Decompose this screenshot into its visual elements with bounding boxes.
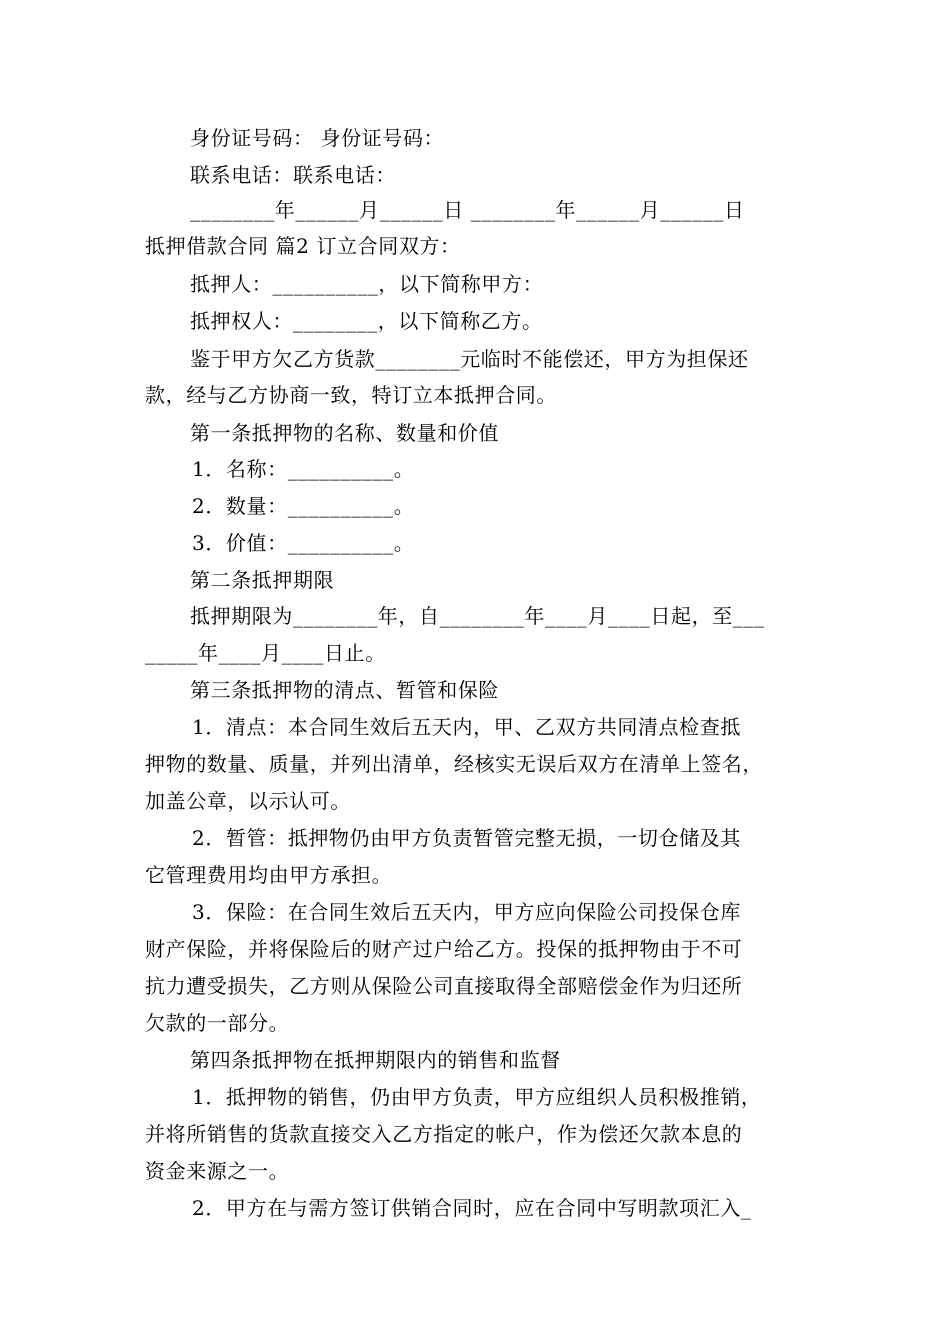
article-3-item-3-line-1: 3．保险：在合同生效后五天内，甲方应向保险公司投保仓库 [192, 900, 741, 924]
date-line: ________年______月______日 ________年______月______日 [190, 198, 745, 222]
phone-line: 联系电话：联系电话： [190, 163, 396, 187]
article-4-title: 第四条抵押物在抵押期限内的销售和监督 [190, 1048, 561, 1072]
article-3-item-3-line-2: 财产保险，并将保险后的财产过户给乙方。投保的抵押物由于不可 [145, 937, 743, 961]
article-3-item-3-line-3: 抗力遭受损失，乙方则从保险公司直接取得全部赔偿金作为归还所 [145, 974, 743, 998]
article-2-line-1: 抵押期限为________年，自________年____月____日起，至___ [190, 604, 765, 628]
mortgagor-line: 抵押人：__________，以下简称甲方： [190, 272, 544, 296]
article-1-item-2: 2．数量：__________。 [192, 494, 415, 518]
article-3-item-1-line-1: 1．清点：本合同生效后五天内，甲、乙双方共同清点检查抵 [192, 715, 741, 739]
mortgagee-line: 抵押权人：________，以下简称乙方。 [190, 309, 543, 333]
article-4-item-1-line-3: 资金来源之一。 [145, 1159, 290, 1183]
article-4-item-1-line-1: 1．抵押物的销售，仍由甲方负责，甲方应组织人员积极推销， [192, 1085, 762, 1109]
id-number-line: 身份证号码： 身份证号码： [190, 126, 445, 150]
article-3-item-1-line-2: 押物的数量、质量，并列出清单，经核实无误后双方在清单上签名， [145, 752, 763, 776]
article-3-item-2-line-2: 它管理费用均由甲方承担。 [145, 863, 393, 887]
article-3-title: 第三条抵押物的清点、暂管和保险 [190, 678, 499, 702]
preamble-line-1: 鉴于甲方欠乙方货款________元临时不能偿还，甲方为担保还 [190, 347, 749, 371]
article-3-item-2-line-1: 2．暂管：抵押物仍由甲方负责暂管完整无损，一切仓储及其 [192, 826, 741, 850]
article-2-line-2: _____年____月____日止。 [145, 641, 386, 665]
article-2-title: 第二条抵押期限 [190, 568, 335, 592]
article-4-item-1-line-2: 并将所销售的货款直接交入乙方指定的帐户，作为偿还欠款本息的 [145, 1122, 743, 1146]
article-1-title: 第一条抵押物的名称、数量和价值 [190, 421, 499, 445]
preamble-line-2: 款，经与乙方协商一致，特订立本抵押合同。 [145, 383, 557, 407]
article-1-item-3: 3．价值：__________。 [192, 531, 415, 555]
article-4-item-2-line-1: 2．甲方在与需方签订供销合同时，应在合同中写明款项汇入_ [192, 1196, 752, 1220]
section-heading: 抵押借款合同 篇2 订立合同双方： [145, 234, 461, 258]
article-3-item-3-line-4: 欠款的一部分。 [145, 1011, 290, 1035]
article-3-item-1-line-3: 加盖公章，以示认可。 [145, 789, 351, 813]
article-1-item-1: 1．名称：__________。 [192, 457, 415, 481]
